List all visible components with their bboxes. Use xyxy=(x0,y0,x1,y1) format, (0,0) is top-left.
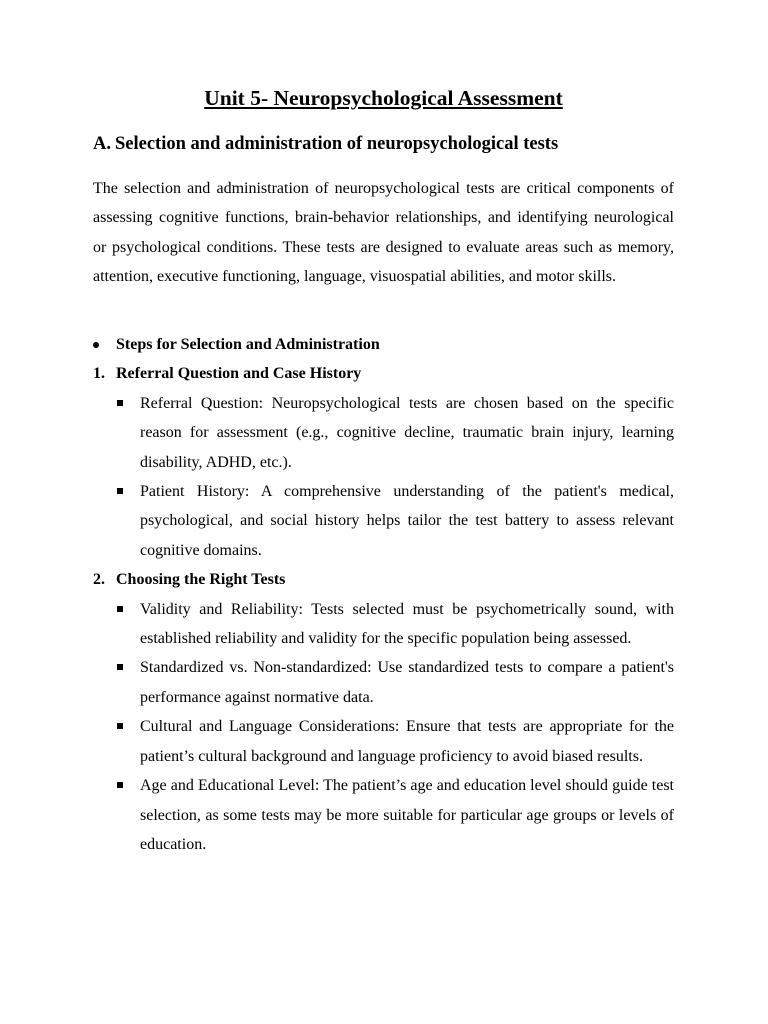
step-2-heading: 2. Choosing the Right Tests xyxy=(93,571,286,589)
list-item: Validity and Reliability: Tests selected must be psychometrically sound, with established reliability and validity for the specific population being assessed. xyxy=(93,595,674,654)
square-bullet-icon xyxy=(117,606,123,612)
section-heading-text: Selection and administration of neuropsychological tests xyxy=(115,134,559,154)
square-bullet-icon xyxy=(117,664,123,670)
intro-paragraph: The selection and administration of neuropsychological tests are critical components of assessing cognitive functions, brain-behavior relationships, and identifying neurological or psychological conditions. These tests are designed to evaluate areas such as memory, attention, executive functioning, language, visuospatial abilities, and motor skills. xyxy=(93,180,674,286)
section-number: A. xyxy=(93,134,111,154)
square-bullet-icon xyxy=(117,400,123,406)
list-item: Referral Question: Neuropsychological tests are chosen based on the specific reason for assessment (e.g., cognitive decline, traumatic brain injury, learning disability, ADHD, etc.). xyxy=(93,389,674,477)
square-bullet-icon xyxy=(117,782,123,788)
steps-list xyxy=(93,330,674,859)
square-bullet-icon xyxy=(117,723,123,729)
list-item: Standardized vs. Non-standardized: Use standardized tests to compare a patient's performance against normative data. xyxy=(93,653,674,712)
bullet-icon xyxy=(93,342,99,348)
list-item: Cultural and Language Considerations: Ensure that tests are appropriate for the patient’s cultural background and language proficiency to avoid biased results. xyxy=(93,712,674,771)
steps-heading: Steps for Selection and Administration xyxy=(93,330,674,359)
list-item: Age and Educational Level: The patient’s age and education level should guide test selection, as some tests may be more suitable for particular age groups or levels of education. xyxy=(93,771,674,859)
step-1-heading: 1. Referral Question and Case History xyxy=(93,365,362,383)
list-item: Patient History: A comprehensive understanding of the patient's medical, psychological, and social history helps tailor the test battery to assess relevant cognitive domains. xyxy=(93,477,674,565)
page-title: Unit 5- Neuropsychological Assessment xyxy=(204,86,563,110)
square-bullet-icon xyxy=(117,488,123,494)
section-heading xyxy=(93,134,558,155)
